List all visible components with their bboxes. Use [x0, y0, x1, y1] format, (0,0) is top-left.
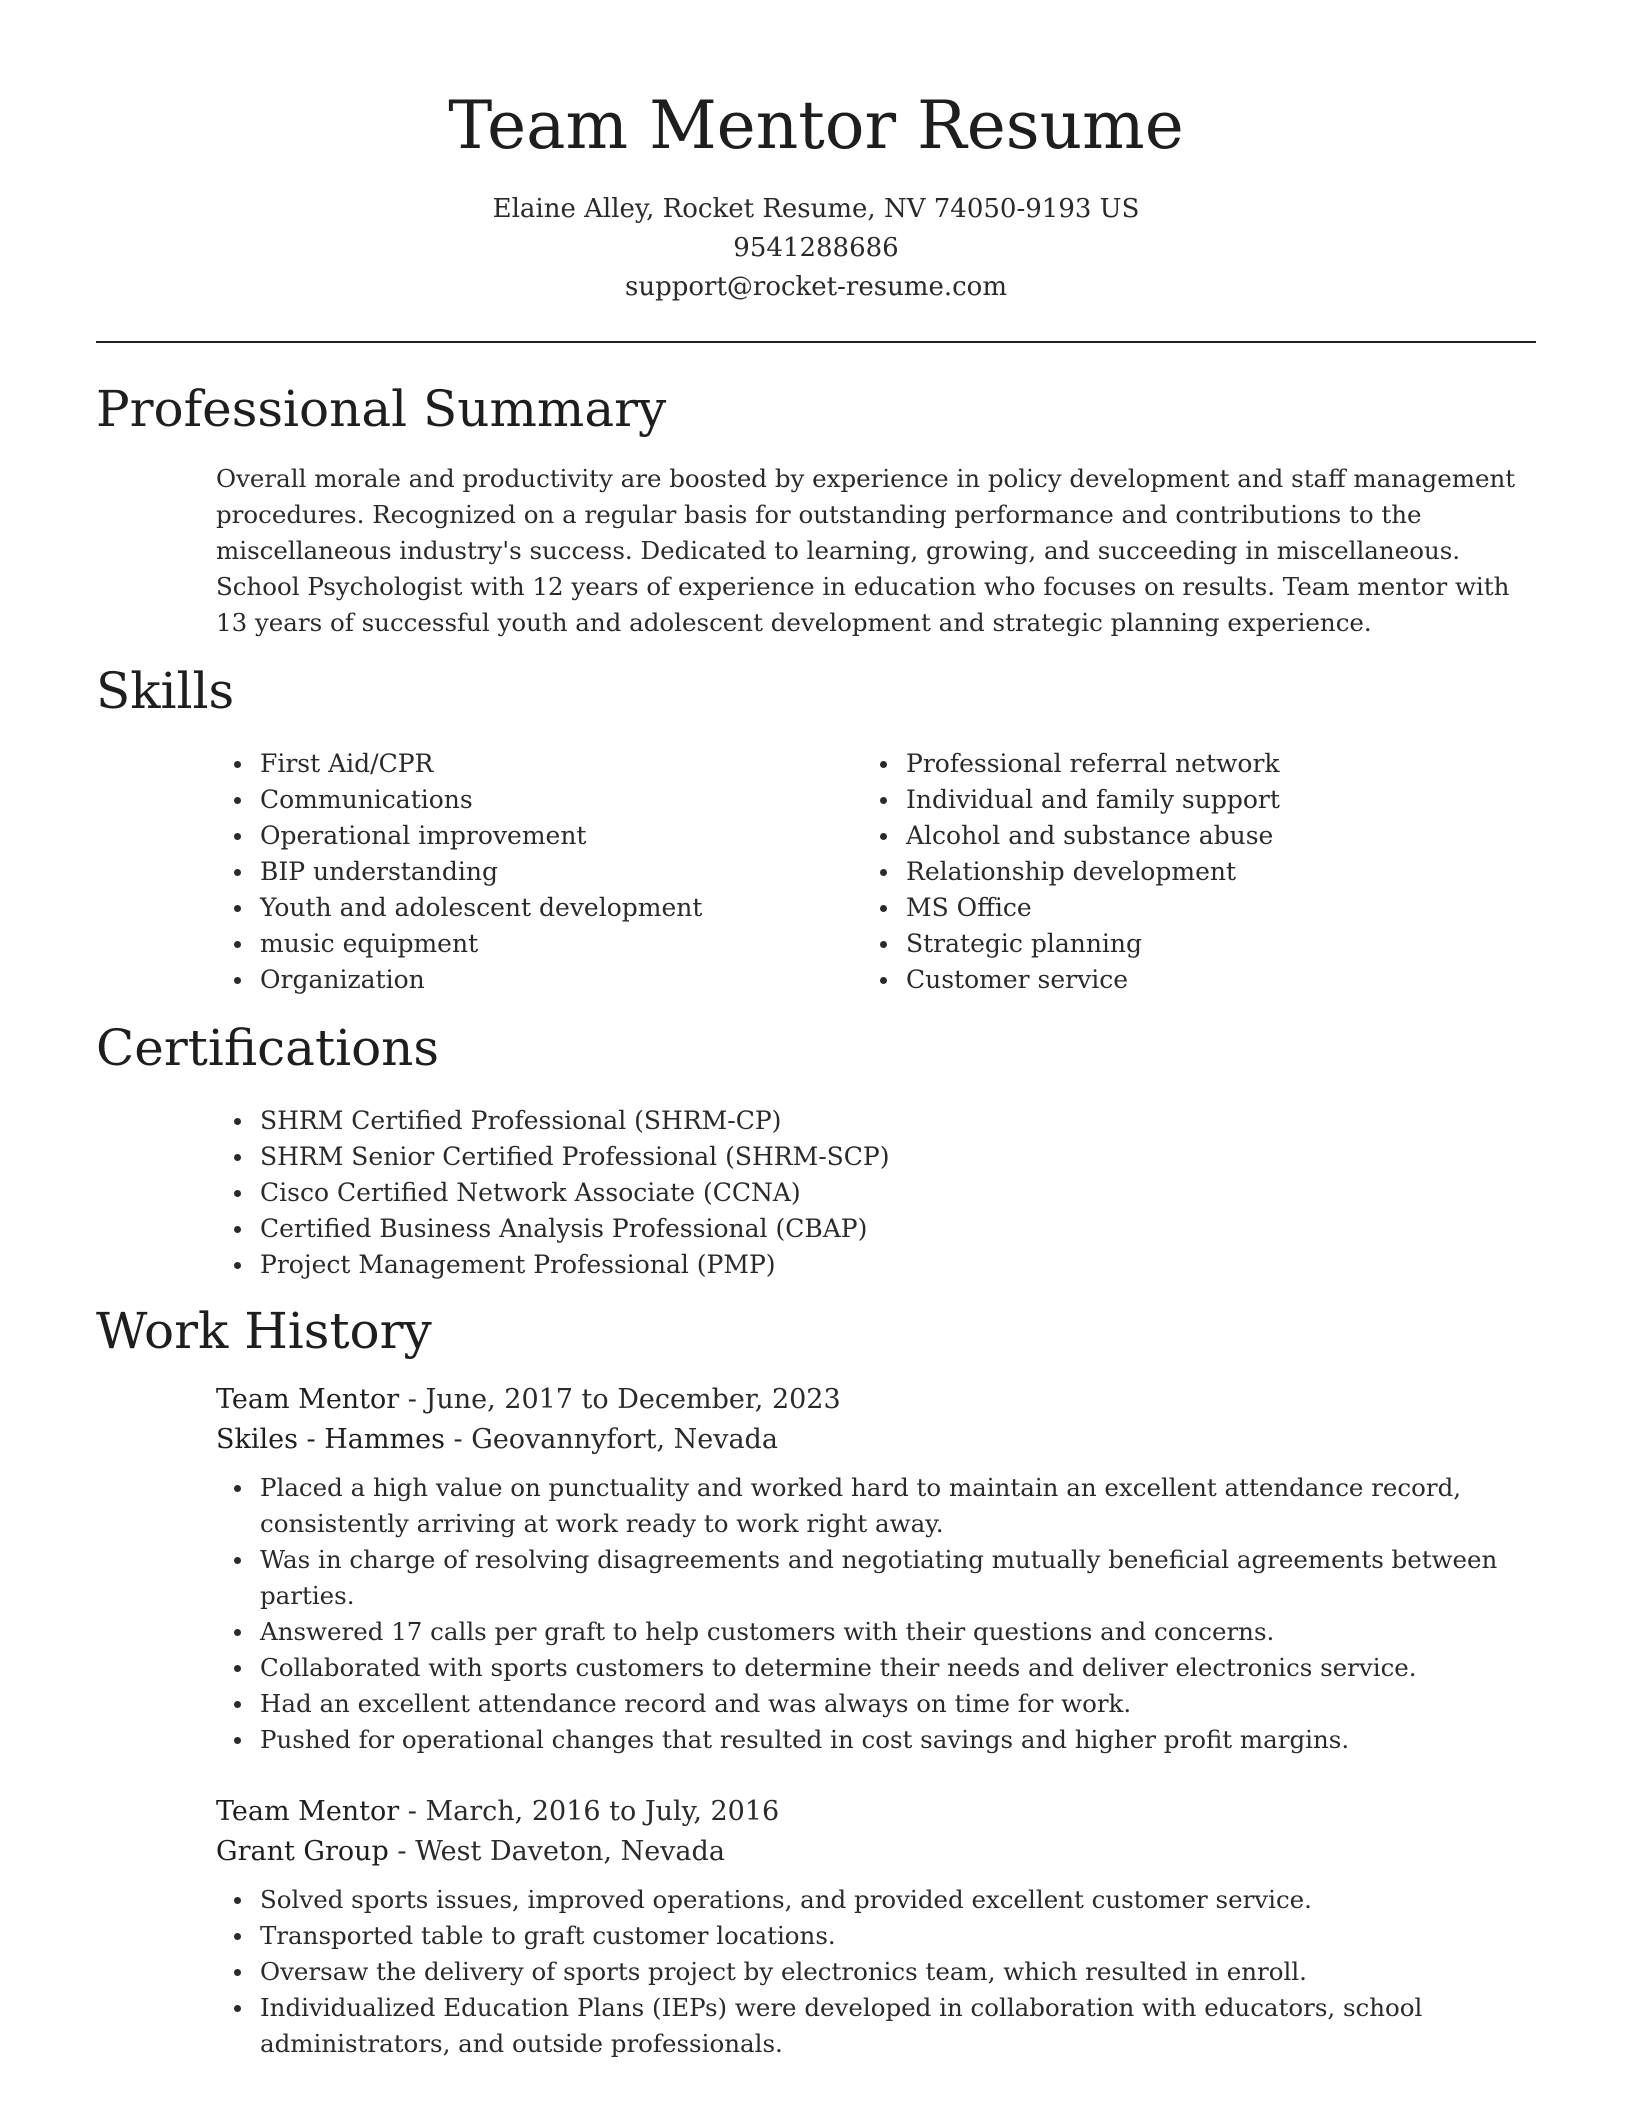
job-title-line [216, 1792, 1536, 1832]
job-duty-item: Had an excellent attendance record and was always on time for work. [216, 1686, 1536, 1722]
certification-item: SHRM Senior Certified Professional (SHRM-SCP) [216, 1139, 890, 1175]
skills-list-left [216, 746, 702, 998]
job-entry [216, 1792, 1536, 2062]
skill-item: BIP understanding [216, 854, 702, 890]
certifications-heading: Certifications [96, 1019, 440, 1077]
skill-item: Alcohol and substance abuse [862, 818, 1280, 854]
skill-item: Communications [216, 782, 702, 818]
skill-item: Professional referral network [862, 746, 1280, 782]
contact-address: Elaine Alley, Rocket Resume, NV 74050-9193 US [492, 194, 1140, 224]
job-title: Team Mentor [216, 1384, 400, 1415]
job-separator: - [407, 1384, 426, 1415]
job-duties-list [216, 1470, 1536, 1758]
skill-item: Youth and adolescent development [216, 890, 702, 926]
job-duty-item: Pushed for operational changes that resulted in cost savings and higher profit margins. [216, 1722, 1536, 1758]
job-dates: June, 2017 to December, 2023 [425, 1384, 841, 1415]
job-separator: - [397, 1836, 416, 1867]
job-duty-item: Transported table to graft customer locations. [216, 1918, 1536, 1954]
job-location: Geovannyfort, Nevada [471, 1424, 778, 1455]
contact-info [0, 190, 1632, 307]
skill-item: Customer service [862, 962, 1280, 998]
skill-item: MS Office [862, 890, 1280, 926]
skills-heading: Skills [96, 662, 235, 720]
resume-title: Team Mentor Resume [448, 87, 1184, 164]
job-company: Skiles - Hammes [216, 1424, 445, 1455]
job-duty-item: Answered 17 calls per graft to help customers with their questions and concerns. [216, 1614, 1536, 1650]
job-company-line [216, 1420, 1536, 1460]
job-duty-item: Was in charge of resolving disagreements and negotiating mutually beneficial agreements between parties. [216, 1542, 1536, 1614]
summary-text: Overall morale and productivity are boosted by experience in policy development and staff management procedures. Recognized on a regular basis for outstanding performance and contributions to the miscellaneous industry's success. Dedicated to learning, growing, and succeeding in miscellaneous. School Psychologist with 12 years of experience in education who focuses on results. Team mentor with 13 years of successful youth and adolescent development and strategic planning experience. [216, 464, 1516, 637]
job-dates: March, 2016 to July, 2016 [425, 1796, 780, 1827]
skill-item: Individual and family support [862, 782, 1280, 818]
job-duties-list [216, 1882, 1536, 2062]
work-history-heading: Work History [96, 1302, 432, 1360]
resume-header [0, 0, 1632, 307]
job-duty-item: Collaborated with sports customers to determine their needs and deliver electronics service. [216, 1650, 1536, 1686]
certification-item: Certified Business Analysis Professional (CBAP) [216, 1211, 890, 1247]
job-title: Team Mentor [216, 1796, 400, 1827]
job-location: West Daveton, Nevada [415, 1836, 725, 1867]
job-duty-item: Oversaw the delivery of sports project by electronics team, which resulted in enroll. [216, 1954, 1536, 1990]
job-company-line [216, 1832, 1536, 1872]
job-duty-item: Individualized Education Plans (IEPs) were developed in collaboration with educators, school administrators, and outside professionals. [216, 1990, 1536, 2062]
skill-item: Organization [216, 962, 702, 998]
skill-item: Relationship development [862, 854, 1280, 890]
skill-item: music equipment [216, 926, 702, 962]
job-title-line [216, 1380, 1536, 1420]
contact-phone: 9541288686 [733, 233, 899, 263]
certification-item: Cisco Certified Network Associate (CCNA) [216, 1175, 890, 1211]
job-duty-item: Placed a high value on punctuality and worked hard to maintain an excellent attendance record, consistently arriving at work ready to work right away. [216, 1470, 1536, 1542]
skills-list-right [862, 746, 1280, 998]
job-duty-item: Solved sports issues, improved operations, and provided excellent customer service. [216, 1882, 1536, 1918]
job-entry [216, 1380, 1536, 1758]
skill-item: First Aid/CPR [216, 746, 702, 782]
job-separator: - [407, 1796, 426, 1827]
skill-item: Strategic planning [862, 926, 1280, 962]
certifications-list [216, 1103, 890, 1283]
summary-heading: Professional Summary [96, 380, 667, 438]
job-company: Grant Group [216, 1836, 389, 1867]
certification-item: SHRM Certified Professional (SHRM-CP) [216, 1103, 890, 1139]
certification-item: Project Management Professional (PMP) [216, 1247, 890, 1283]
job-separator: - [453, 1424, 472, 1455]
contact-email: support@rocket-resume.com [624, 272, 1007, 302]
header-divider [96, 341, 1536, 343]
skill-item: Operational improvement [216, 818, 702, 854]
